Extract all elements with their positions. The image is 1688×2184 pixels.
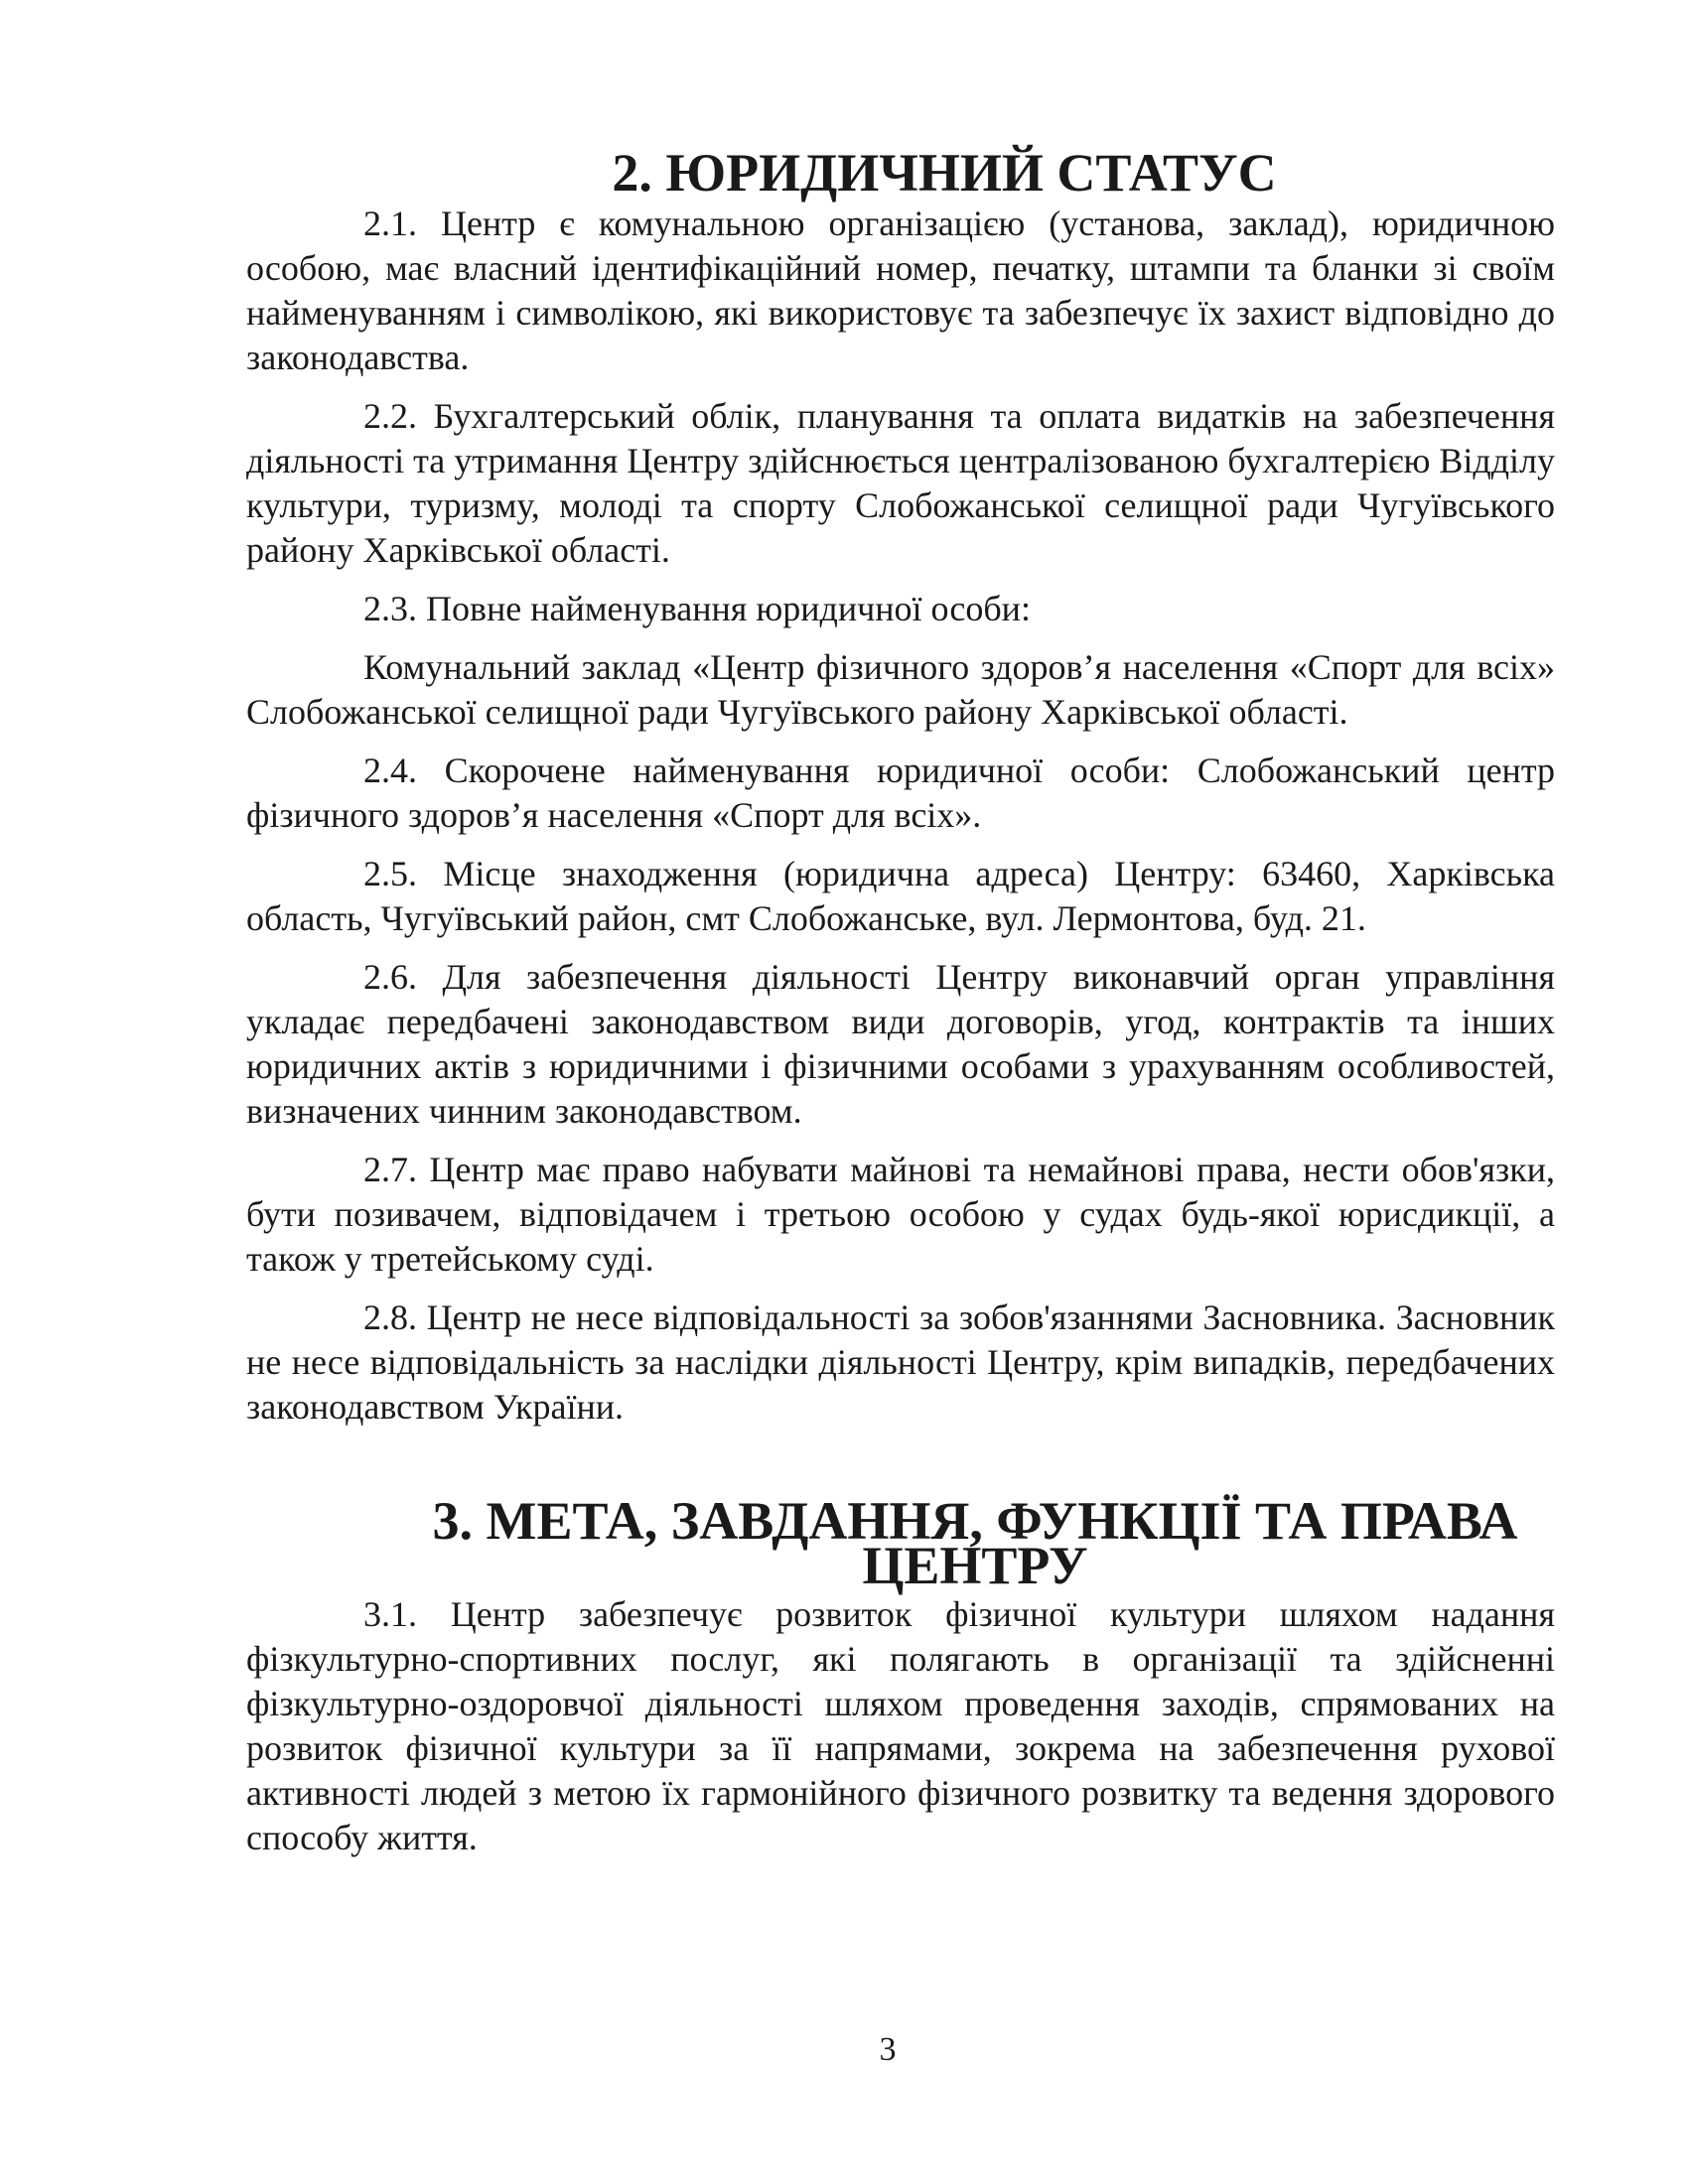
paragraph-2-2: 2.2. Бухгалтерський облік, планування та оплата видатків на забезпечення діяльності та утримання Центру здійснюється централізованою бухгалтерією Відділу культури, туризму, молоді та спорту Слобожанської селищної ради Чугуївського району Харківської області. (246, 396, 1555, 570)
page-number: 3 (879, 2031, 897, 2068)
paragraph-2-8: 2.8. Центр не несе відповідальності за зобов'язаннями Засновника. Засновник не несе відповідальність за наслідки діяльності Центру, крім випадків, передбачених законодавством України. (246, 1297, 1555, 1427)
paragraph-2-3: 2.3. Повне найменування юридичної особи: (363, 589, 1031, 628)
page-content (246, 143, 1555, 1874)
paragraph-2-1: 2.1. Центр є комунальною організацією (установа, заклад), юридичною особою, має власний ідентифікаційний номер, печатку, штампи та бланки зі своїм найменуванням і символікою, які використовує та забезпечує їх захист відповідно до законодавства. (246, 204, 1555, 377)
paragraph-3-1: 3.1. Центр забезпечує розвиток фізичної культури шляхом надання фізкультурно-спортивних послуг, які полягають в організації та здійсненні фізкультурно-оздоровчої діяльності шляхом проведення заходів, спрямованих на розвиток фізичної культури за її напрямами, зокрема на забезпечення рухової активності людей з метою їх гармонійного фізичного розвитку та ведення здорового способу життя. (246, 1594, 1555, 1857)
paragraph-2-6: 2.6. Для забезпечення діяльності Центру виконавчий орган управління укладає передбачені законодавством види договорів, угод, контрактів та інших юридичних актів з юридичними і фізичними особами з урахуванням особливостей, визначених чинним законодавством. (246, 957, 1555, 1131)
paragraph-2-4: 2.4. Скорочене найменування юридичної особи: Слобожанський центр фізичного здоров’я населення «Спорт для всіх». (246, 751, 1555, 835)
paragraph-2-5: 2.5. Місце знаходження (юридична адреса) Центру: 63460, Харківська область, Чугуївський район, смт Слобожанське, вул. Лермонтова, буд. 21. (246, 854, 1555, 938)
section-2-heading: 2. ЮРИДИЧНИЙ СТАТУС (612, 143, 1277, 203)
paragraph-full-name: Комунальний заклад «Центр фізичного здоров’я населення «Спорт для всіх» Слобожанської селищної ради Чугуївського району Харківської області. (246, 647, 1555, 732)
section-3-heading: 3. МЕТА, ЗАВДАННЯ, ФУНКЦІЇ ТА ПРАВА ЦЕНТРУ (432, 1491, 1518, 1595)
paragraph-2-7: 2.7. Центр має право набувати майнові та немайнові права, нести обов'язки, бути позивачем, відповідачем і третьою особою у судах будь-якої юрисдикції, а також у третейському суді. (246, 1150, 1555, 1279)
